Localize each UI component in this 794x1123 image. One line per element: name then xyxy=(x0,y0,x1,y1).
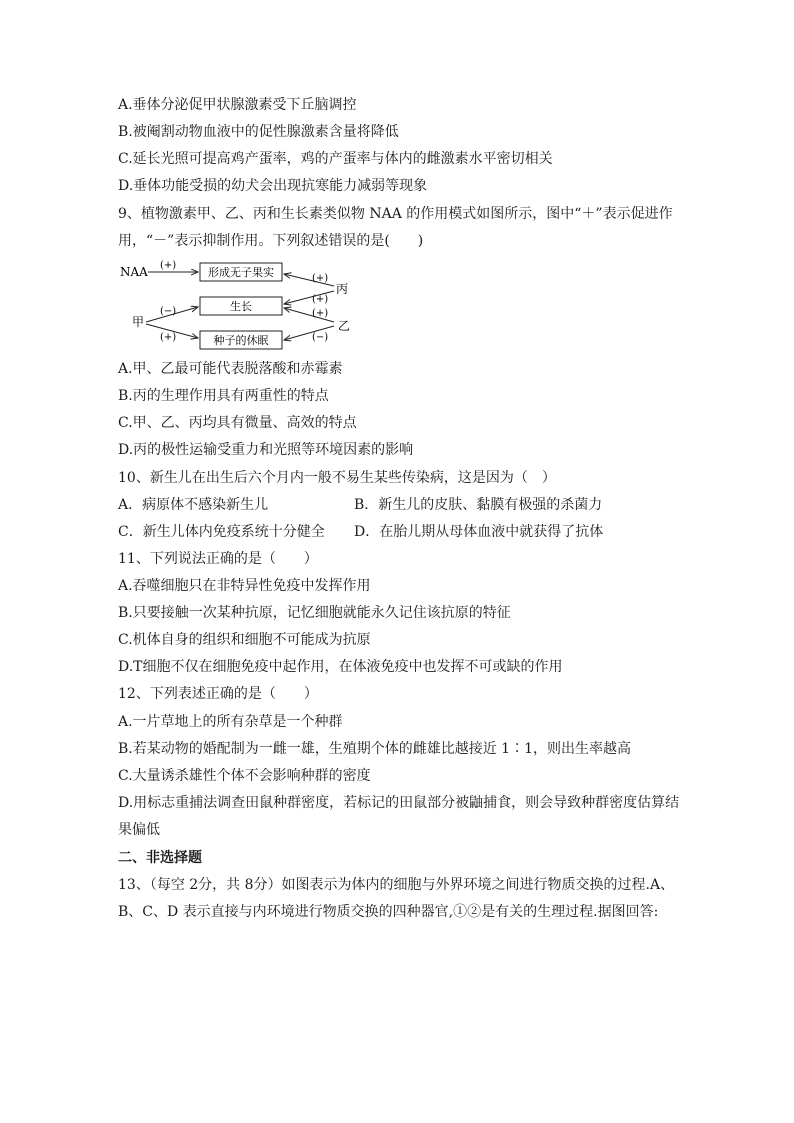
q11-option-d: D.T细胞不仅在细胞免疫中起作用，在体液免疫中也发挥不可或缺的作用 xyxy=(118,659,563,675)
q12-option-a: A.一片草地上的所有杂草是一个种群 xyxy=(118,714,343,730)
yi-growth-plus: (+) xyxy=(312,308,329,319)
jia-growth-minus: (−) xyxy=(160,306,177,317)
bing-growth-plus: (+) xyxy=(312,294,329,305)
q11-option-a: A.吞噬细胞只在非特异性免疫中发挥作用 xyxy=(118,578,371,594)
q11-option-b: B.只要接触一次某种抗原，记忆细胞就能永久记住该抗原的特征 xyxy=(118,605,511,621)
box-dormancy-label: 种子的休眠 xyxy=(213,334,269,347)
jia-dormancy-plus: (+) xyxy=(160,332,177,343)
q8-option-a: A.垂体分泌促甲状腺激素受下丘脑调控 xyxy=(118,97,357,113)
bing-label: 丙 xyxy=(336,282,349,296)
q9-option-b: B.丙的生理作用具有两重性的特点 xyxy=(118,388,329,404)
q13-line2: B、C、D 表示直接与内环境进行物质交换的四种器官,①②是有关的生理过程.据图回答: xyxy=(118,904,659,920)
section-heading-nonchoice: 二、非选择题 xyxy=(118,850,202,866)
box-seedless-fruit-label: 形成无子果实 xyxy=(208,266,274,279)
q10-stem: 10、新生儿在出生后六个月内一般不易生某些传染病，这是因为（ ） xyxy=(118,470,556,486)
q10-options-row1 xyxy=(118,496,638,514)
q12-option-d-continued: 果偏低 xyxy=(118,822,160,838)
q10-option-a: A．病原体不感染新生儿 xyxy=(118,497,269,513)
q13-line1: 13、（每空 2分，共 8分）如图表示为体内的细胞与外界环境之间进行物质交换的过程.A、 xyxy=(118,877,675,893)
q12-option-d: D.用标志重捕法调查田鼠种群密度，若标记的田鼠部分被鼬捕食，则会导致种群密度估算结 xyxy=(118,795,680,811)
q8-option-d: D.垂体功能受损的幼犬会出现抗寒能力减弱等现象 xyxy=(118,178,428,194)
q10-option-d: D．在胎儿期从母体血液中就获得了抗体 xyxy=(354,524,604,540)
q9-stem-line1: 9、植物激素甲、乙、丙和生长素类似物 NAA 的作用模式如图所示，图中“＋”表示促进作 xyxy=(118,206,673,222)
q8-option-c: C.延长光照可提高鸡产蛋率，鸡的产蛋率与体内的雌激素水平密切相关 xyxy=(118,151,553,167)
q12-option-b: B.若某动物的婚配制为一雌一雄，生殖期个体的雌雄比越接近 1∶1，则出生率越高 xyxy=(118,741,632,757)
naa-label: NAA xyxy=(120,265,148,279)
q11-stem: 11、下列说法正确的是（ ） xyxy=(118,551,318,567)
jia-label: 甲 xyxy=(132,315,145,329)
q10-option-b: B．新生儿的皮肤、黏膜有极强的杀菌力 xyxy=(354,497,603,513)
bing-fruit-plus: (+) xyxy=(312,273,329,284)
q11-option-c: C.机体自身的组织和细胞不可能成为抗原 xyxy=(118,632,371,648)
q10-options-row2 xyxy=(118,523,638,541)
naa-plus-sign: (+) xyxy=(160,260,177,271)
q8-option-b: B.被阉割动物血液中的促性腺激素含量将降低 xyxy=(118,124,399,140)
naa-node xyxy=(120,265,148,279)
yi-label: 乙 xyxy=(338,319,351,333)
q10-option-c: C．新生儿体内免疫系统十分健全 xyxy=(118,524,325,540)
yi-dormancy-minus: (−) xyxy=(312,332,329,343)
q9-stem-line2: 用，“－”表示抑制作用。下列叙述错误的是( ) xyxy=(118,233,424,249)
box-growth-label: 生长 xyxy=(230,300,252,313)
q9-option-c: C.甲、乙、丙均具有微量、高效的特点 xyxy=(118,415,357,431)
q9-option-d: D.丙的极性运输受重力和光照等环境因素的影响 xyxy=(118,442,414,458)
q12-stem: 12、下列表述正确的是（ ） xyxy=(118,686,318,702)
q12-option-c: C.大量诱杀雄性个体不会影响种群的密度 xyxy=(118,768,371,784)
hormone-diagram xyxy=(118,258,368,352)
q9-option-a: A.甲、乙最可能代表脱落酸和赤霉素 xyxy=(118,361,343,377)
